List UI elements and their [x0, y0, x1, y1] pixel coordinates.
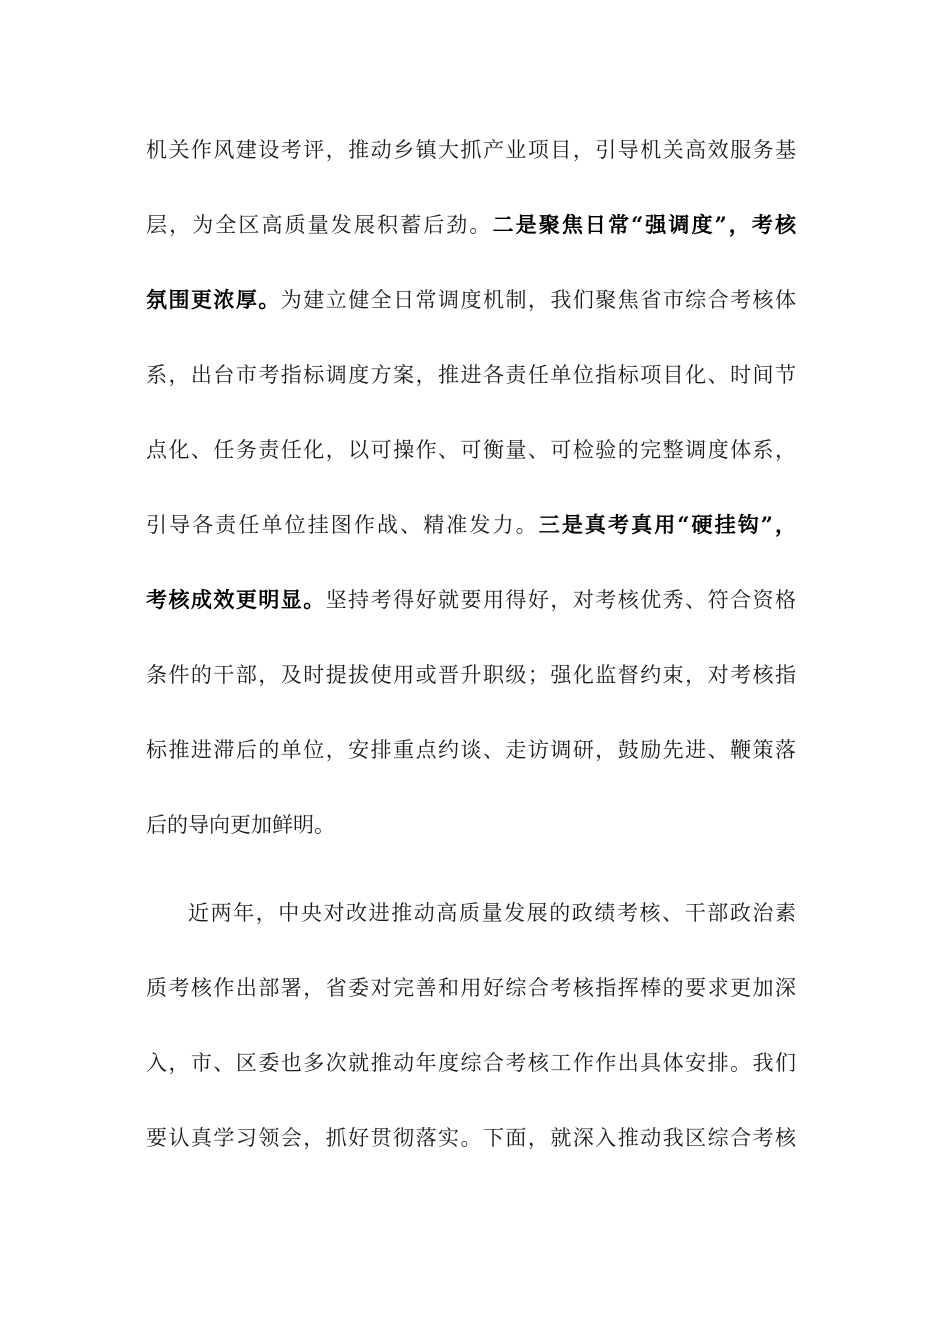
text-line: [188, 893, 796, 933]
text-line: [146, 968, 796, 1008]
text-run: 系，出台市考指标调度方案，推进各责任单位指标项目化、时间节: [146, 363, 796, 387]
text-run: 为建立健全日常调度机制，我们聚焦省市综合考核体: [280, 288, 797, 312]
text-run: 近两年，中央对改进推动高质量发展的政绩考核、干部政治素: [188, 901, 796, 925]
text-run: 入，市、区委也多次就推动年度综合考核工作作出具体安排。我们: [146, 1051, 796, 1075]
text-line: [146, 505, 796, 545]
bold-heading-run: 氛围更浓厚。: [146, 287, 281, 312]
bold-heading-run: 三是真考真用“硬挂钩”，: [538, 512, 796, 537]
text-run: 引导各责任单位挂图作战、精准发力。: [146, 513, 539, 537]
text-run: 坚持考得好就要用得好，对考核优秀、符合资格: [325, 588, 797, 612]
text-run: 层，为全区高质量发展积蓄后劲。: [146, 213, 493, 237]
text-line: [146, 355, 796, 395]
text-line: [146, 280, 796, 320]
text-run: 后的导向更加鲜明。: [146, 813, 335, 837]
text-line: [146, 430, 796, 470]
bold-heading-run: 二是聚焦日常“强调度”，考核: [492, 212, 796, 237]
text-line: [146, 205, 796, 245]
text-line: [146, 730, 796, 770]
text-run: 标推进滞后的单位，安排重点约谈、走访调研，鼓励先进、鞭策落: [146, 738, 796, 762]
text-line: [146, 655, 796, 695]
text-run: 条件的干部，及时提拔使用或晋升职级；强化监督约束，对考核指: [146, 663, 796, 687]
text-line: [146, 1118, 796, 1158]
text-line: [146, 1043, 796, 1083]
text-run: 点化、任务责任化，以可操作、可衡量、可检验的完整调度体系，: [146, 438, 796, 462]
bold-heading-run: 考核成效更明显。: [146, 587, 326, 612]
text-line: [146, 580, 796, 620]
text-line: [146, 130, 796, 170]
text-line: [146, 805, 796, 845]
text-run: 机关作风建设考评，推动乡镇大抓产业项目，引导机关高效服务基: [146, 138, 796, 162]
text-run: 要认真学习领会，抓好贯彻落实。下面，就深入推动我区综合考核: [146, 1126, 796, 1150]
text-run: 质考核作出部署，省委对完善和用好综合考核指挥棒的要求更加深: [146, 976, 796, 1000]
